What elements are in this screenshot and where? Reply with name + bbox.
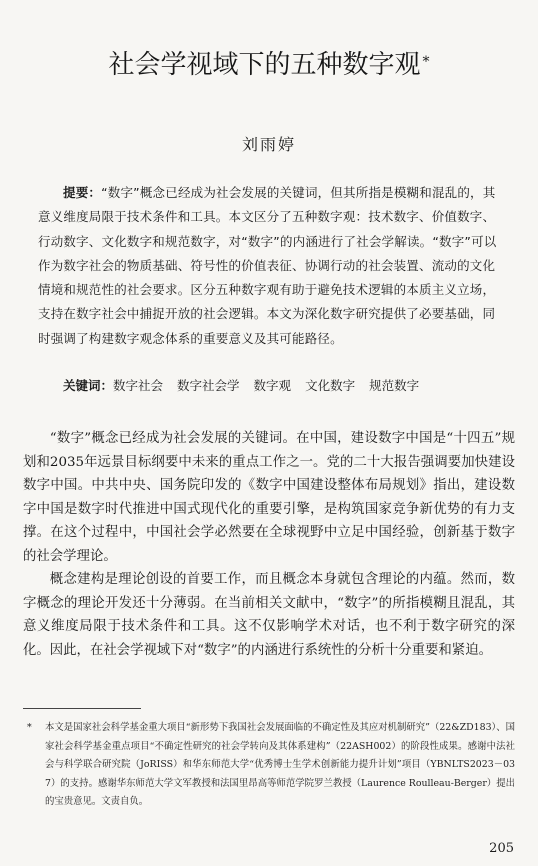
author-name: 刘雨婷 — [241, 135, 296, 154]
keyword: 规范数字 — [369, 378, 420, 393]
title-footnote-mark[interactable]: * — [422, 54, 430, 70]
footnote — [23, 719, 515, 812]
body-paragraph: 概念建构是理论创设的首要工作，而且概念本身就包含理论的内蕴。然而，数字概念的理论开发还十分薄弱。在当前相关文献中，“数字”的所指模糊且混乱，其意义维度局限于技术条件和工具。这不仅影响学术对话，也不利于数字研究的深化。因此，在社会学视域下对“数字”的内涵进行系统性的分析十分重要和紧迫。 — [23, 572, 515, 658]
abstract — [38, 181, 505, 351]
keyword: 文化数字 — [305, 378, 356, 393]
footnote-divider — [23, 708, 141, 709]
footnote-text: 本文是国家社会科学基金重大项目“新形势下我国社会发展面临的不确定性及其应对机制研究”（22&ZD183）、国家社会科学基金重点项目“不确定性研究的社会学转向及其体系建构”（22ASH002）的阶段性成果。感谢中法社会与科学联合研究院（JoRISS）和华东师范大学“优秀博士生学术创新能力提升计划”项目（YBNLTS2023－037）的支持。感谢华东师范大学文军教授和法国里昂高等师范学院罗兰教授（Laurence Roulleau-Berger）提出的宝贵意见。文责自负。 — [45, 722, 515, 807]
article-title — [38, 46, 500, 84]
page-number: 205 — [489, 841, 514, 856]
footnote-mark: * — [27, 722, 32, 733]
article-title-text: 社会学视域下的五种数字观 — [108, 50, 421, 80]
keyword: 数字观 — [253, 378, 292, 393]
keyword: 数字社会 — [113, 378, 164, 393]
abstract-label: 提要： — [63, 185, 102, 200]
body-text — [23, 427, 515, 662]
keyword: 数字社会学 — [177, 378, 240, 393]
body-paragraph: “数字”概念已经成为社会发展的关键词。在中国，建设数字中国是“十四五”规划和2035年远景目标纲要中未来的重点工作之一。党的二十大报告强调要加快建设数字中国。中共中央、国务院印发的《数字中国建设整体布局规划》指出，建设数字中国是数字时代推进中国式现代化的重要引擎，是构筑国家竞争新优势的有力支撑。在这个过程中，中国社会学必然要在全球视野中立足中国经验，创新基于数字的社会学理论。 — [23, 431, 515, 564]
keywords-label: 关键词： — [63, 378, 114, 393]
abstract-text: “数字”概念已经成为社会发展的关键词，但其所指是模糊和混乱的，其意义维度局限于技术条件和工具。本文区分了五种数字观：技术数字、价值数字、行动数字、文化数字和规范数字，对“数字”的内涵进行了社会学解读。“数字”可以作为数字社会的物质基础、符号性的价值表征、协调行动的社会装置、流动的文化情境和规范性的社会要求。区分五种数字观有助于避免技术逻辑的本质主义立场，支持在数字社会中捕捉开放的社会逻辑。本文为深化数字研究提供了必要基础，同时强调了构建数字观念体系的重要意义及其可能路径。 — [38, 185, 497, 346]
keywords — [63, 376, 505, 396]
